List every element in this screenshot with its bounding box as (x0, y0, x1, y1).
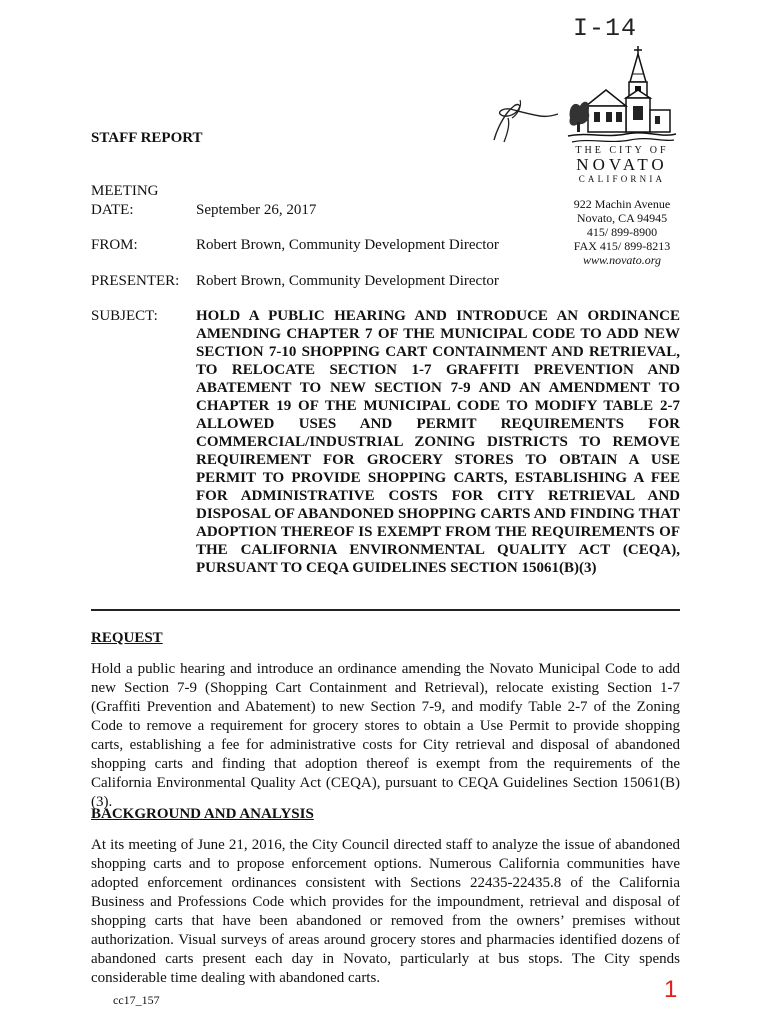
presenter-value: Robert Brown, Community Development Director (196, 273, 499, 289)
section-divider (91, 609, 680, 611)
page-number: 1 (664, 976, 678, 1003)
document-code: cc17_157 (113, 993, 160, 1007)
subject-value: HOLD A PUBLIC HEARING AND INTRODUCE AN ORDINANCE AMENDING CHAPTER 7 OF THE MUNICIPAL CODE TO ADD NEW SECTION 7-10 SHOPPING CART CONTAINMENT AND RETRIEVAL, TO RELOCATE SECTION 1-7 GRAFFITI PREVENTION AND ABATEMENT TO NEW SECTION 7-9 AND AN AMENDMENT TO CHAPTER 19 OF THE MUNICIPAL CODE TO MODIFY TABLE 2-7 ALLOWED USES AND PERMIT REQUIREMENTS FOR COMMERCIAL/INDUSTRIAL ZONING DISTRICTS TO REMOVE REQUIREMENT FOR GROCERY STORES TO OBTAIN A USE PERMIT TO PROVIDE SHOPPING CARTS, ESTABLISHING A FEE FOR ADMINISTRATIVE COSTS FOR CITY RETRIEVAL AND DISPOSAL OF ABANDONED SHOPPING CARTS AND FINDING THAT ADOPTION THEREOF IS EXEMPT FROM THE REQUIREMENTS OF THE CALIFORNIA ENVIRONMENTAL QUALITY ACT (CEQA), PURSUANT TO CEQA GUIDELINES SECTION 15061(B)(3) (196, 308, 680, 576)
signature-mark (488, 96, 560, 148)
church-steeple-icon (566, 46, 678, 146)
address-street: 922 Machin Avenue (573, 197, 671, 211)
address-city: Novato, CA 94945 (576, 211, 668, 225)
city-address (566, 197, 678, 267)
address-phone: 415/ 899-8900 (586, 225, 658, 239)
background-body: At its meeting of June 21, 2016, the City Council directed staff to analyze the issue of abandoned shopping carts and to propose enforcement options. Numerous California communities have adopted enforcement ordinances consistent with Sections 22435-22435.8 of the California Business and Professions Code which provides for the impoundment, retrieval and disposal of shopping carts that have been abandoned or removed from the owners’ premises without authorization. Visual surveys of areas around grocery stores and pharmacies identified dozens of abandoned carts present each day in Novato, particularly at bus stops. The City spends considerable time dealing with abandoned carts. (91, 837, 680, 986)
request-body: Hold a public hearing and introduce an ordinance amending the Novato Municipal Code to add new Section 7-9 (Shopping Cart Containment and Retrieval), relocate existing Section 1-7 (Graffiti Prevention and Abatement) to new Section 7-9, and modify Table 2-7 of the Zoning Code to remove a requirement for grocery stores to obtain a Use Permit to provide shopping carts, establishing a fee for administrative costs for City retrieval and disposal of abandoned shopping carts and finding that adoption thereof is exempt from the requirements of the California Environmental Quality Act (CEQA), pursuant to CEQA Guidelines Section 15061(B)(3). (91, 661, 680, 810)
meeting-label: MEETING (91, 183, 159, 199)
report-title: STAFF REPORT (91, 130, 203, 146)
city-line-california: CALIFORNIA (578, 174, 666, 184)
presenter-label: PRESENTER: (91, 273, 180, 289)
background-heading: BACKGROUND AND ANALYSIS (91, 806, 314, 822)
city-wordmark (560, 145, 684, 184)
request-heading: REQUEST (91, 630, 163, 646)
subject-label: SUBJECT: (91, 308, 158, 324)
city-line-the-city-of: THE CITY OF (575, 145, 669, 156)
from-label: FROM: (91, 237, 138, 253)
from-value: Robert Brown, Community Development Director (196, 237, 499, 253)
city-line-novato: NOVATO (576, 155, 668, 174)
date-value: September 26, 2017 (196, 202, 317, 218)
date-label: DATE: (91, 202, 134, 218)
address-website: www.novato.org (582, 253, 661, 267)
address-fax: FAX 415/ 899-8213 (573, 239, 671, 253)
document-id: I-14 (573, 14, 638, 43)
